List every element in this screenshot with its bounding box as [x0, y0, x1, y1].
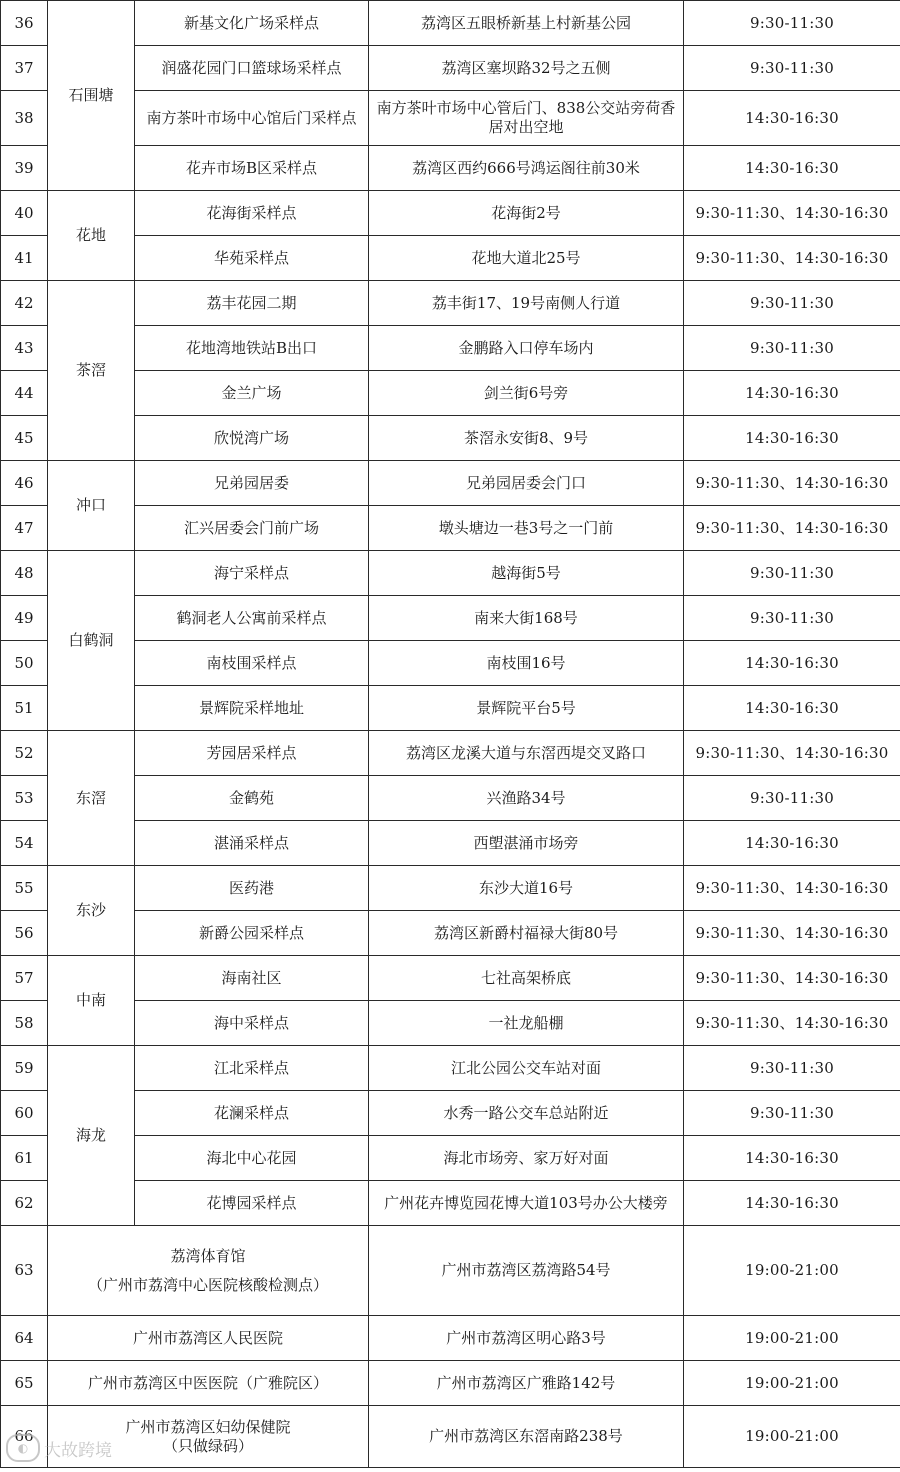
site-address: 荔湾区新爵村福禄大街80号: [369, 911, 684, 956]
site-name: 海中采样点: [135, 1001, 369, 1046]
row-number: 50: [1, 641, 48, 686]
site-address: 兄弟园居委会门口: [369, 461, 684, 506]
open-hours: 9:30-11:30: [684, 551, 900, 596]
row-number: 47: [1, 506, 48, 551]
row-number: 43: [1, 326, 48, 371]
site-address: 江北公园公交车站对面: [369, 1046, 684, 1091]
table-row: [1, 731, 900, 776]
site-address: 西塱湛涌市场旁: [369, 821, 684, 866]
site-address: 荔湾区五眼桥新基上村新基公园: [369, 1, 684, 46]
site-name: 花澜采样点: [135, 1091, 369, 1136]
street-cell: 茶滘: [48, 281, 135, 461]
open-hours: 9:30-11:30: [684, 326, 900, 371]
site-name: 兄弟园居委: [135, 461, 369, 506]
site-address: 广州花卉博览园花博大道103号办公大楼旁: [369, 1181, 684, 1226]
site-address: 广州市荔湾区东滘南路238号: [369, 1406, 684, 1468]
site-address: 荔湾区龙溪大道与东滘西堤交叉路口: [369, 731, 684, 776]
row-number: 66: [1, 1406, 48, 1468]
site-name: 荔湾体育馆: [170, 1246, 246, 1265]
street-cell: 石围塘: [48, 1, 135, 191]
table-row: [1, 236, 900, 281]
open-hours: 9:30-11:30: [684, 281, 900, 326]
table-row: [1, 416, 900, 461]
site-name: 鹤洞老人公寓前采样点: [135, 596, 369, 641]
site-name: 金兰广场: [135, 371, 369, 416]
site-address: 花地大道北25号: [369, 236, 684, 281]
row-number: 44: [1, 371, 48, 416]
open-hours: 14:30-16:30: [684, 371, 900, 416]
table-row: [1, 866, 900, 911]
site-name: 景辉院采样地址: [135, 686, 369, 731]
table-row: [1, 776, 900, 821]
site-name: 广州市荔湾区人民医院: [48, 1316, 369, 1361]
site-name: 海宁采样点: [135, 551, 369, 596]
site-address: 东沙大道16号: [369, 866, 684, 911]
site-name: 花卉市场B区采样点: [135, 146, 369, 191]
site-name: 南方茶叶市场中心馆后门采样点: [135, 91, 369, 146]
site-name: 南枝围采样点: [135, 641, 369, 686]
table-row: [1, 956, 900, 1001]
site-address: 水秀一路公交车总站附近: [369, 1091, 684, 1136]
table-row: [1, 641, 900, 686]
site-address: 七社高架桥底: [369, 956, 684, 1001]
row-number: 49: [1, 596, 48, 641]
site-name: 广州市荔湾区妇幼保健院: [125, 1417, 291, 1436]
row-number: 59: [1, 1046, 48, 1091]
site-name-merged: [48, 1406, 369, 1468]
table-row: [1, 1316, 900, 1361]
row-number: 54: [1, 821, 48, 866]
site-name: 海北中心花园: [135, 1136, 369, 1181]
open-hours: 9:30-11:30: [684, 1091, 900, 1136]
open-hours: 9:30-11:30、14:30-16:30: [684, 956, 900, 1001]
row-number: 51: [1, 686, 48, 731]
row-number: 65: [1, 1361, 48, 1406]
row-number: 63: [1, 1226, 48, 1316]
open-hours: 9:30-11:30、14:30-16:30: [684, 506, 900, 551]
table-row: [1, 1136, 900, 1181]
open-hours: 14:30-16:30: [684, 1181, 900, 1226]
table-row: [1, 46, 900, 91]
street-cell: 东沙: [48, 866, 135, 956]
site-name: 润盛花园门口篮球场采样点: [135, 46, 369, 91]
row-number: 55: [1, 866, 48, 911]
row-number: 42: [1, 281, 48, 326]
table-row: [1, 506, 900, 551]
site-name: 汇兴居委会门前广场: [135, 506, 369, 551]
open-hours: 9:30-11:30、14:30-16:30: [684, 731, 900, 776]
row-number: 60: [1, 1091, 48, 1136]
table-row: [1, 551, 900, 596]
site-address: 南方茶叶市场中心管后门、838公交站旁荷香居对出空地: [369, 91, 684, 146]
site-name: 广州市荔湾区中医医院（广雅院区）: [48, 1361, 369, 1406]
open-hours: 19:00-21:00: [684, 1316, 900, 1361]
row-number: 36: [1, 1, 48, 46]
row-number: 37: [1, 46, 48, 91]
site-address: 荔湾区塞坝路32号之五侧: [369, 46, 684, 91]
open-hours: 9:30-11:30、14:30-16:30: [684, 866, 900, 911]
open-hours: 14:30-16:30: [684, 1136, 900, 1181]
row-number: 38: [1, 91, 48, 146]
site-address: 墩头塘边一巷3号之一门前: [369, 506, 684, 551]
table-row: [1, 821, 900, 866]
site-name-note: （广州市荔湾中心医院核酸检测点）: [87, 1275, 328, 1294]
site-address: 荔湾区西约666号鸿运阁往前30米: [369, 146, 684, 191]
site-address: 南枝围16号: [369, 641, 684, 686]
open-hours: 9:30-11:30: [684, 596, 900, 641]
site-name: 欣悦湾广场: [135, 416, 369, 461]
site-address: 海北市场旁、家万好对面: [369, 1136, 684, 1181]
open-hours: 9:30-11:30: [684, 1, 900, 46]
site-address: 金鹏路入口停车场内: [369, 326, 684, 371]
open-hours: 9:30-11:30、14:30-16:30: [684, 911, 900, 956]
open-hours: 14:30-16:30: [684, 91, 900, 146]
table-row: [1, 1361, 900, 1406]
table-row: [1, 146, 900, 191]
street-cell: 花地: [48, 191, 135, 281]
row-number: 58: [1, 1001, 48, 1046]
camera-icon: ◐: [6, 1434, 40, 1462]
site-address: 一社龙船棚: [369, 1001, 684, 1046]
table-row: [1, 281, 900, 326]
site-address: 越海街5号: [369, 551, 684, 596]
site-address: 广州市荔湾区明心路3号: [369, 1316, 684, 1361]
site-name: 花博园采样点: [135, 1181, 369, 1226]
site-address: 荔丰街17、19号南侧人行道: [369, 281, 684, 326]
street-cell: 海龙: [48, 1046, 135, 1226]
street-cell: 白鹤洞: [48, 551, 135, 731]
table-row: [1, 1, 900, 46]
table-row: [1, 461, 900, 506]
site-name: 芳园居采样点: [135, 731, 369, 776]
table-row: [1, 1001, 900, 1046]
site-name: 新基文化广场采样点: [135, 1, 369, 46]
table-row: [1, 596, 900, 641]
row-number: 46: [1, 461, 48, 506]
open-hours: 9:30-11:30、14:30-16:30: [684, 236, 900, 281]
open-hours: 19:00-21:00: [684, 1406, 900, 1468]
open-hours: 19:00-21:00: [684, 1361, 900, 1406]
row-number: 52: [1, 731, 48, 776]
table-row: [1, 1226, 900, 1316]
site-address: 景辉院平台5号: [369, 686, 684, 731]
table-row: [1, 1406, 900, 1468]
open-hours: 14:30-16:30: [684, 821, 900, 866]
open-hours: 9:30-11:30、14:30-16:30: [684, 1001, 900, 1046]
table-row: [1, 371, 900, 416]
row-number: 48: [1, 551, 48, 596]
site-address: 广州市荔湾区广雅路142号: [369, 1361, 684, 1406]
open-hours: 9:30-11:30、14:30-16:30: [684, 461, 900, 506]
open-hours: 14:30-16:30: [684, 641, 900, 686]
site-address: 兴渔路34号: [369, 776, 684, 821]
site-name: 华苑采样点: [135, 236, 369, 281]
table-row: [1, 91, 900, 146]
open-hours: 9:30-11:30: [684, 776, 900, 821]
row-number: 57: [1, 956, 48, 1001]
site-address: 广州市荔湾区荔湾路54号: [369, 1226, 684, 1316]
table-row: [1, 686, 900, 731]
open-hours: 9:30-11:30: [684, 1046, 900, 1091]
site-name: 海南社区: [135, 956, 369, 1001]
open-hours: 14:30-16:30: [684, 686, 900, 731]
table-row: [1, 1046, 900, 1091]
open-hours: 19:00-21:00: [684, 1226, 900, 1316]
open-hours: 14:30-16:30: [684, 146, 900, 191]
site-name: 花海街采样点: [135, 191, 369, 236]
street-cell: 中南: [48, 956, 135, 1046]
row-number: 45: [1, 416, 48, 461]
table-row: [1, 191, 900, 236]
row-number: 41: [1, 236, 48, 281]
site-name: 江北采样点: [135, 1046, 369, 1091]
row-number: 64: [1, 1316, 48, 1361]
row-number: 40: [1, 191, 48, 236]
site-name-merged: [48, 1226, 369, 1316]
table-row: [1, 1181, 900, 1226]
row-number: 56: [1, 911, 48, 956]
site-name: 新爵公园采样点: [135, 911, 369, 956]
open-hours: 14:30-16:30: [684, 416, 900, 461]
site-address: 剑兰街6号旁: [369, 371, 684, 416]
site-name: 金鹤苑: [135, 776, 369, 821]
table-row: [1, 326, 900, 371]
table-row: [1, 911, 900, 956]
open-hours: 9:30-11:30: [684, 46, 900, 91]
site-name-note: （只做绿码）: [162, 1436, 253, 1455]
street-cell: 东滘: [48, 731, 135, 866]
row-number: 39: [1, 146, 48, 191]
row-number: 61: [1, 1136, 48, 1181]
site-address: 茶滘永安街8、9号: [369, 416, 684, 461]
site-name: 花地湾地铁站B出口: [135, 326, 369, 371]
row-number: 53: [1, 776, 48, 821]
site-address: 花海街2号: [369, 191, 684, 236]
row-number: 62: [1, 1181, 48, 1226]
site-name: 荔丰花园二期: [135, 281, 369, 326]
watermark-text: 大故跨境: [44, 1440, 112, 1461]
open-hours: 9:30-11:30、14:30-16:30: [684, 191, 900, 236]
table-row: [1, 1091, 900, 1136]
site-name: 医药港: [135, 866, 369, 911]
site-address: 南来大街168号: [369, 596, 684, 641]
site-name: 湛涌采样点: [135, 821, 369, 866]
street-cell: 冲口: [48, 461, 135, 551]
